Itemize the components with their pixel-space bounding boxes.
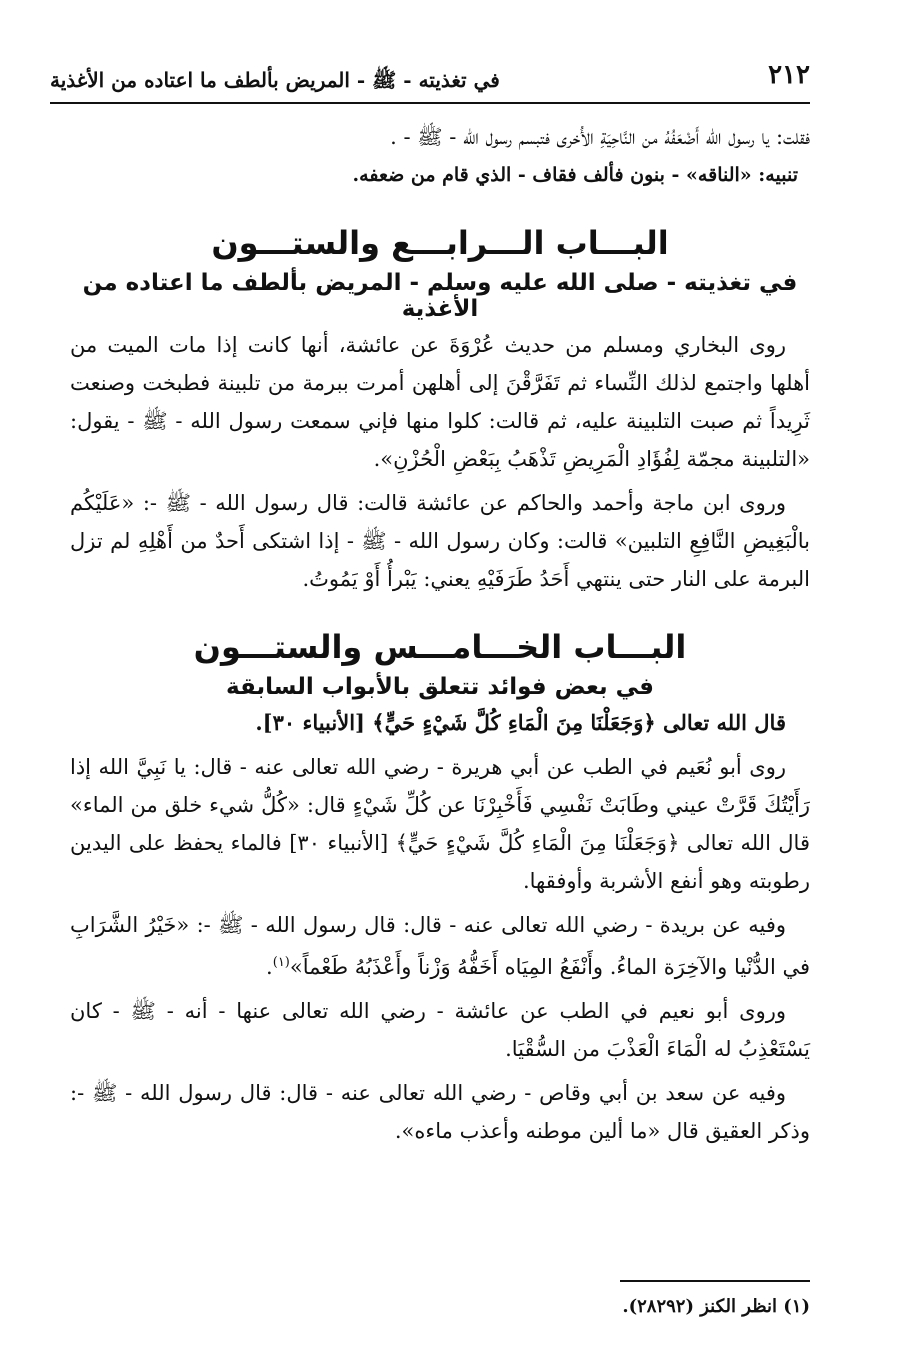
chapter-64-subtitle: في تغذيته - صلى الله عليه وسلم - المريض بألطف ما اعتاده من الأغذية bbox=[82, 270, 798, 322]
chapter-65-paragraph-3 bbox=[70, 906, 810, 986]
paragraph-3-text: وفيه عن بريدة - رضي الله تعالى عنه - قال: قال رسول الله - ﷺ -: «خَيْرُ الشَّرَابِ في الدُّنْيا والآخِرَة الماءُ. وأَنْفَعُ المِيَاه أَخَفُّهُ وَزْناً وأَعْذَبُهُ طَعْماً» bbox=[70, 913, 810, 979]
page-header bbox=[50, 56, 810, 104]
chapter-65-paragraph-4: وروى أبو نعيم في الطب عن عائشة - رضي الله تعالى عنها - أنه - ﷺ - كان يَسْتَعْذِبُ له الْمَاءَ الْعَذْبَ من السُّقْيَا. bbox=[70, 999, 810, 1061]
intro-line: فقلت: يا رسول الله أَضْعَفُهُ من النَّاحِيَةِ الأُخرى فتبسم رسول الله - ﷺ - . bbox=[390, 125, 810, 149]
page-body bbox=[70, 118, 810, 1156]
chapter-65-subtitle: في بعض فوائد تتعلق بالأبواب السابقة bbox=[226, 674, 654, 700]
footnote: (١) انظر الكنز (٢٨٢٩٢). bbox=[622, 1296, 810, 1317]
note-label: تنبيه: bbox=[758, 164, 798, 186]
chapter-65-title: البـــاب الخـــامـــس والستـــون bbox=[193, 628, 687, 666]
note-text: «الناقه» - بنون فألف فقاف - الذي قام من ضعفه. bbox=[352, 164, 752, 186]
chapter-65-paragraph-1: قال الله تعالى ﴿وَجَعَلْنَا مِنَ الْمَاءِ كُلَّ شَيْءٍ حَيٍّ﴾ [الأنبياء ٣٠]. bbox=[255, 710, 786, 735]
note bbox=[70, 156, 798, 194]
chapter-64-paragraph-2: وروى ابن ماجة وأحمد والحاكم عن عائشة قالت: قال رسول الله - ﷺ -: «عَلَيْكُم بالْبَغِيضِ النَّافِعِ التلبين» قالت: وكان رسول الله - ﷺ - إذا اشتكى أَحدٌ من أَهْلِهِ لم تزل البرمة على النار حتى ينتهي أَحَدُ طَرَفَيْهِ يعني: يَبْرأُ أَوْ يَمُوتُ. bbox=[70, 491, 810, 591]
chapter-65-paragraph-5: وفيه عن سعد بن أبي وقاص - رضي الله تعالى عنه - قال: قال رسول الله - ﷺ -: وذكر العقيق قال «ما ألين موطنه وأعذب ماءه». bbox=[70, 1081, 810, 1143]
running-head: في تغذيته - ﷺ - المريض بألطف ما اعتاده من الأغذية bbox=[50, 68, 500, 92]
footnote-divider bbox=[620, 1280, 810, 1282]
page-number: ٢١٢ bbox=[768, 60, 810, 90]
chapter-65-paragraph-2: روى أبو نُعَيم في الطب عن أبي هريرة - رضي الله تعالى عنه - قال: يا نَبِيَّ الله إذا رَأَيْتُكَ قَرَّتْ عيني وطَابَتْ نَفْسِي فَأَخْبِرْنَا عن كُلِّ شَيْءٍ قال: «كُلُّ شيء خلق من الماء» قال الله تعالى ﴿وَجَعَلْنَا مِنَ الْمَاءِ كُلَّ شَيْءٍ حَيٍّ﴾ [الأنبياء ٣٠] فالماء يحفظ على اليدين رطوبته وهو أنفع الأشربة وأوفقها. bbox=[70, 755, 810, 893]
chapter-64-paragraph-1: روى البخاري ومسلم من حديث عُرْوَةَ عن عائشة، أنها كانت إذا مات الميت من أهلها واجتمع لذلك النِّساء ثم تَفَرَّقْنَ إلى أهلهن أمرت ببرمة من تلبينة فطبخت وصنعت ثَرِيداً ثم صبت التلبينة عليه، ثم قالت: كلوا منها فإني سمعت رسول الله - ﷺ - يقول: «التلبينة مجمّة لِفُؤَادِ الْمَرِيضِ تَذْهَبُ بِبَعْضِ الْحُزْنِ». bbox=[70, 333, 810, 471]
chapter-64-title: البـــاب الـــرابـــع والستـــون bbox=[211, 224, 669, 262]
footnote-reference: (١) bbox=[272, 955, 290, 970]
paragraph-3-end: . bbox=[266, 955, 273, 979]
